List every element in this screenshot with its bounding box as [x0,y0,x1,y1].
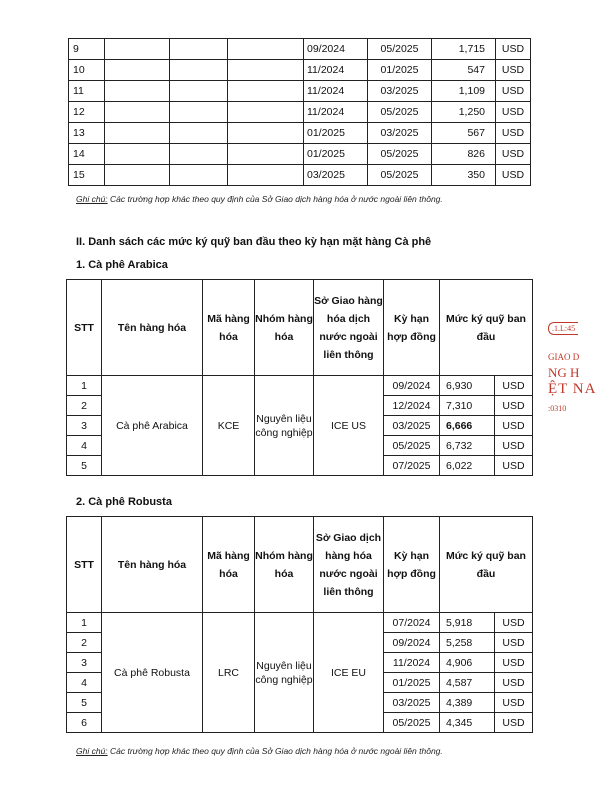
stt-cell: 3 [67,416,102,436]
empty-cell [105,102,170,123]
table-row [69,60,531,81]
header-stt: STT [67,280,102,376]
term-cell: 07/2025 [384,456,440,476]
value-cell: 4,587 [440,673,495,693]
term-cell: 09/2024 [384,376,440,396]
stt-cell: 6 [67,713,102,733]
stt-cell: 5 [67,456,102,476]
currency-cell: USD [496,123,531,144]
start-cell: 01/2025 [304,123,368,144]
start-cell: 03/2025 [304,165,368,186]
term-cell: 05/2025 [384,713,440,733]
code-cell: KCE [203,376,255,476]
name-cell: Cà phê Robusta [102,613,203,733]
currency-cell: USD [495,633,533,653]
currency-cell: USD [495,713,533,733]
start-cell: 01/2025 [304,144,368,165]
stt-cell: 11 [69,81,105,102]
header-name: Tên hàng hóa [102,280,203,376]
table-row [67,613,533,633]
end-cell: 03/2025 [368,81,432,102]
end-cell: 03/2025 [368,123,432,144]
value-cell: 6,666 [440,416,495,436]
end-cell: 05/2025 [368,144,432,165]
header-stt: STT [67,517,102,613]
value-cell: 567 [432,123,496,144]
group-cell: Nguyên liệu công nghiệp [255,376,314,476]
value-cell: 350 [432,165,496,186]
header-margin: Mức ký quỹ ban đầu [440,517,533,613]
stt-cell: 15 [69,165,105,186]
end-cell: 05/2025 [368,102,432,123]
empty-cell [228,165,304,186]
table-row [67,376,533,396]
empty-cell [105,165,170,186]
empty-cell [228,60,304,81]
value-cell: 4,345 [440,713,495,733]
term-cell: 01/2025 [384,673,440,693]
empty-cell [170,123,228,144]
note-2: Ghi chú: Các trường hợp khác theo quy định của Sở Giao dịch hàng hóa ở nước ngoài liên thông. [76,746,443,756]
header-code: Mã hàng hóa [203,517,255,613]
robusta-table [66,516,533,733]
term-cell: 05/2025 [384,436,440,456]
section-title: II. Danh sách các mức ký quỹ ban đầu theo kỳ hạn mặt hàng Cà phê [76,236,432,248]
currency-cell: USD [495,436,533,456]
value-cell: 4,906 [440,653,495,673]
note-1: Ghi chú: Các trường hợp khác theo quy định của Sở Giao dịch hàng hóa ở nước ngoài liên thông. [76,194,443,204]
value-cell: 1,250 [432,102,496,123]
stt-cell: 1 [67,376,102,396]
exchange-cell: ICE US [314,376,384,476]
currency-cell: USD [496,81,531,102]
currency-cell: USD [496,144,531,165]
name-cell: Cà phê Arabica [102,376,203,476]
stt-cell: 3 [67,653,102,673]
start-cell: 09/2024 [304,39,368,60]
table-row [69,165,531,186]
start-cell: 11/2024 [304,102,368,123]
end-cell: 05/2025 [368,165,432,186]
table-row [69,144,531,165]
currency-cell: USD [496,60,531,81]
stt-cell: 4 [67,673,102,693]
stt-cell: 14 [69,144,105,165]
value-cell: 547 [432,60,496,81]
stt-cell: 2 [67,396,102,416]
empty-cell [228,144,304,165]
table-row [69,39,531,60]
empty-cell [105,60,170,81]
currency-cell: USD [495,673,533,693]
empty-cell [228,102,304,123]
stamp-line-1: .1.L:45 [548,322,578,335]
value-cell: 6,732 [440,436,495,456]
stamp-line-3: NG H [548,365,580,380]
header-term: Kỳ hạn hợp đồng [384,517,440,613]
term-cell: 03/2025 [384,416,440,436]
empty-cell [170,60,228,81]
header-exchange: Sở Giao hàng hóa dịch nước ngoài liên thông [314,280,384,376]
stamp-line-2: GIAO D [548,352,580,362]
top-table [68,38,531,186]
end-cell: 05/2025 [368,39,432,60]
header-term: Kỳ hạn hợp đồng [384,280,440,376]
currency-cell: USD [495,613,533,633]
empty-cell [105,39,170,60]
code-cell: LRC [203,613,255,733]
currency-cell: USD [496,165,531,186]
empty-cell [170,144,228,165]
value-cell: 1,109 [432,81,496,102]
table-row [69,81,531,102]
arabica-table [66,279,533,476]
term-cell: 03/2025 [384,693,440,713]
stt-cell: 10 [69,60,105,81]
currency-cell: USD [495,653,533,673]
table-row [69,102,531,123]
value-cell: 6,022 [440,456,495,476]
value-cell: 4,389 [440,693,495,713]
header-group: Nhóm hàng hóa [255,517,314,613]
empty-cell [228,81,304,102]
empty-cell [228,39,304,60]
stt-cell: 12 [69,102,105,123]
currency-cell: USD [495,376,533,396]
value-cell: 5,258 [440,633,495,653]
value-cell: 826 [432,144,496,165]
currency-cell: USD [495,456,533,476]
header-group: Nhóm hàng hóa [255,280,314,376]
currency-cell: USD [495,396,533,416]
end-cell: 01/2025 [368,60,432,81]
stt-cell: 2 [67,633,102,653]
term-cell: 09/2024 [384,633,440,653]
term-cell: 07/2024 [384,613,440,633]
value-cell: 1,715 [432,39,496,60]
stt-cell: 13 [69,123,105,144]
value-cell: 6,930 [440,376,495,396]
group-cell: Nguyên liệu công nghiệp [255,613,314,733]
exchange-cell: ICE EU [314,613,384,733]
currency-cell: USD [496,39,531,60]
currency-cell: USD [495,416,533,436]
stt-cell: 1 [67,613,102,633]
empty-cell [105,123,170,144]
empty-cell [170,102,228,123]
table-row [69,123,531,144]
term-cell: 11/2024 [384,653,440,673]
empty-cell [170,39,228,60]
empty-cell [105,81,170,102]
header-margin: Mức ký quỹ ban đầu [440,280,533,376]
term-cell: 12/2024 [384,396,440,416]
value-cell: 5,918 [440,613,495,633]
stamp-line-5: :0310 [548,404,567,413]
arabica-title: 1. Cà phê Arabica [76,259,168,271]
currency-cell: USD [496,102,531,123]
header-name: Tên hàng hóa [102,517,203,613]
header-exchange: Sở Giao dịch hàng hóa nước ngoài liên thông [314,517,384,613]
currency-cell: USD [495,693,533,713]
value-cell: 7,310 [440,396,495,416]
start-cell: 11/2024 [304,60,368,81]
stamp-line-4: ỆT NA [548,381,596,397]
empty-cell [170,165,228,186]
stt-cell: 9 [69,39,105,60]
robusta-title: 2. Cà phê Robusta [76,496,172,508]
empty-cell [105,144,170,165]
header-code: Mã hàng hóa [203,280,255,376]
stt-cell: 5 [67,693,102,713]
empty-cell [228,123,304,144]
start-cell: 11/2024 [304,81,368,102]
stt-cell: 4 [67,436,102,456]
empty-cell [170,81,228,102]
